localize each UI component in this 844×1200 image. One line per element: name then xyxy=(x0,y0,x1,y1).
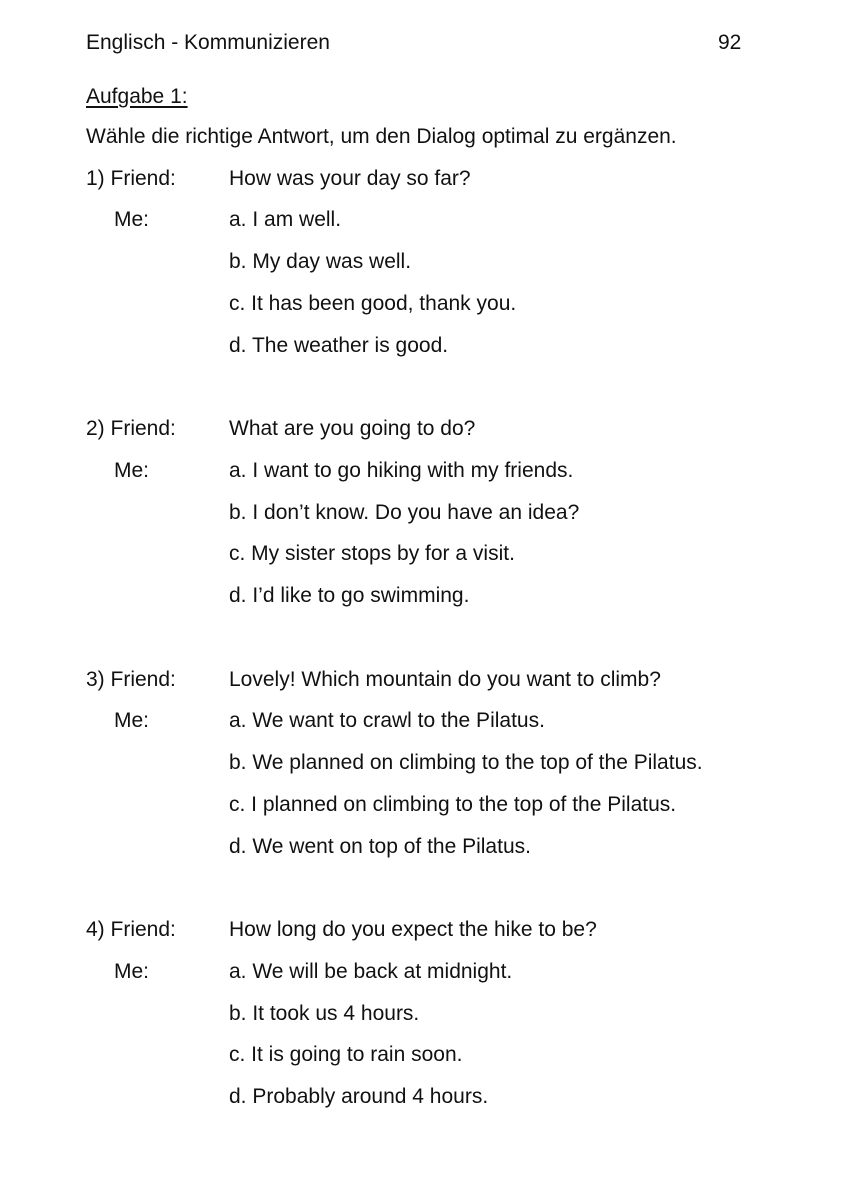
answer-option: b. My day was well. xyxy=(229,250,412,273)
task-title: Aufgabe 1: xyxy=(86,85,188,108)
question-label: 3) Friend: xyxy=(86,668,176,691)
task-instruction: Wähle die richtige Antwort, um den Dialog optimal zu ergänzen. xyxy=(86,125,677,148)
answer-option: d. I’d like to go swimming. xyxy=(229,584,470,607)
answer-option: a. I want to go hiking with my friends. xyxy=(229,459,574,482)
answer-option: a. We will be back at midnight. xyxy=(229,960,513,983)
me-label: Me: xyxy=(114,960,150,983)
question-label: 1) Friend: xyxy=(86,167,176,190)
answer-option: c. My sister stops by for a visit. xyxy=(229,542,515,565)
me-label: Me: xyxy=(114,459,150,482)
page-number: 92 xyxy=(718,31,742,54)
answer-option: c. I planned on climbing to the top of the Pilatus. xyxy=(229,793,677,816)
answer-option: c. It is going to rain soon. xyxy=(229,1043,463,1066)
answer-option: b. It took us 4 hours. xyxy=(229,1002,420,1025)
me-label: Me: xyxy=(114,208,150,231)
answer-option: a. We want to crawl to the Pilatus. xyxy=(229,709,545,732)
answer-option: a. I am well. xyxy=(229,208,342,231)
question-label: 4) Friend: xyxy=(86,918,176,941)
question-text: How was your day so far? xyxy=(229,167,471,190)
answer-option: d. The weather is good. xyxy=(229,334,449,357)
answer-option: c. It has been good, thank you. xyxy=(229,292,517,315)
answer-option: d. Probably around 4 hours. xyxy=(229,1085,489,1108)
document-title: Englisch - Kommunizieren xyxy=(86,31,330,54)
answer-option: b. We planned on climbing to the top of the Pilatus. xyxy=(229,751,703,774)
me-label: Me: xyxy=(114,709,150,732)
question-text: Lovely! Which mountain do you want to climb? xyxy=(229,668,661,691)
answer-option: b. I don’t know. Do you have an idea? xyxy=(229,501,580,524)
question-label: 2) Friend: xyxy=(86,417,176,440)
answer-option: d. We went on top of the Pilatus. xyxy=(229,835,531,858)
question-text: What are you going to do? xyxy=(229,417,476,440)
question-text: How long do you expect the hike to be? xyxy=(229,918,597,941)
